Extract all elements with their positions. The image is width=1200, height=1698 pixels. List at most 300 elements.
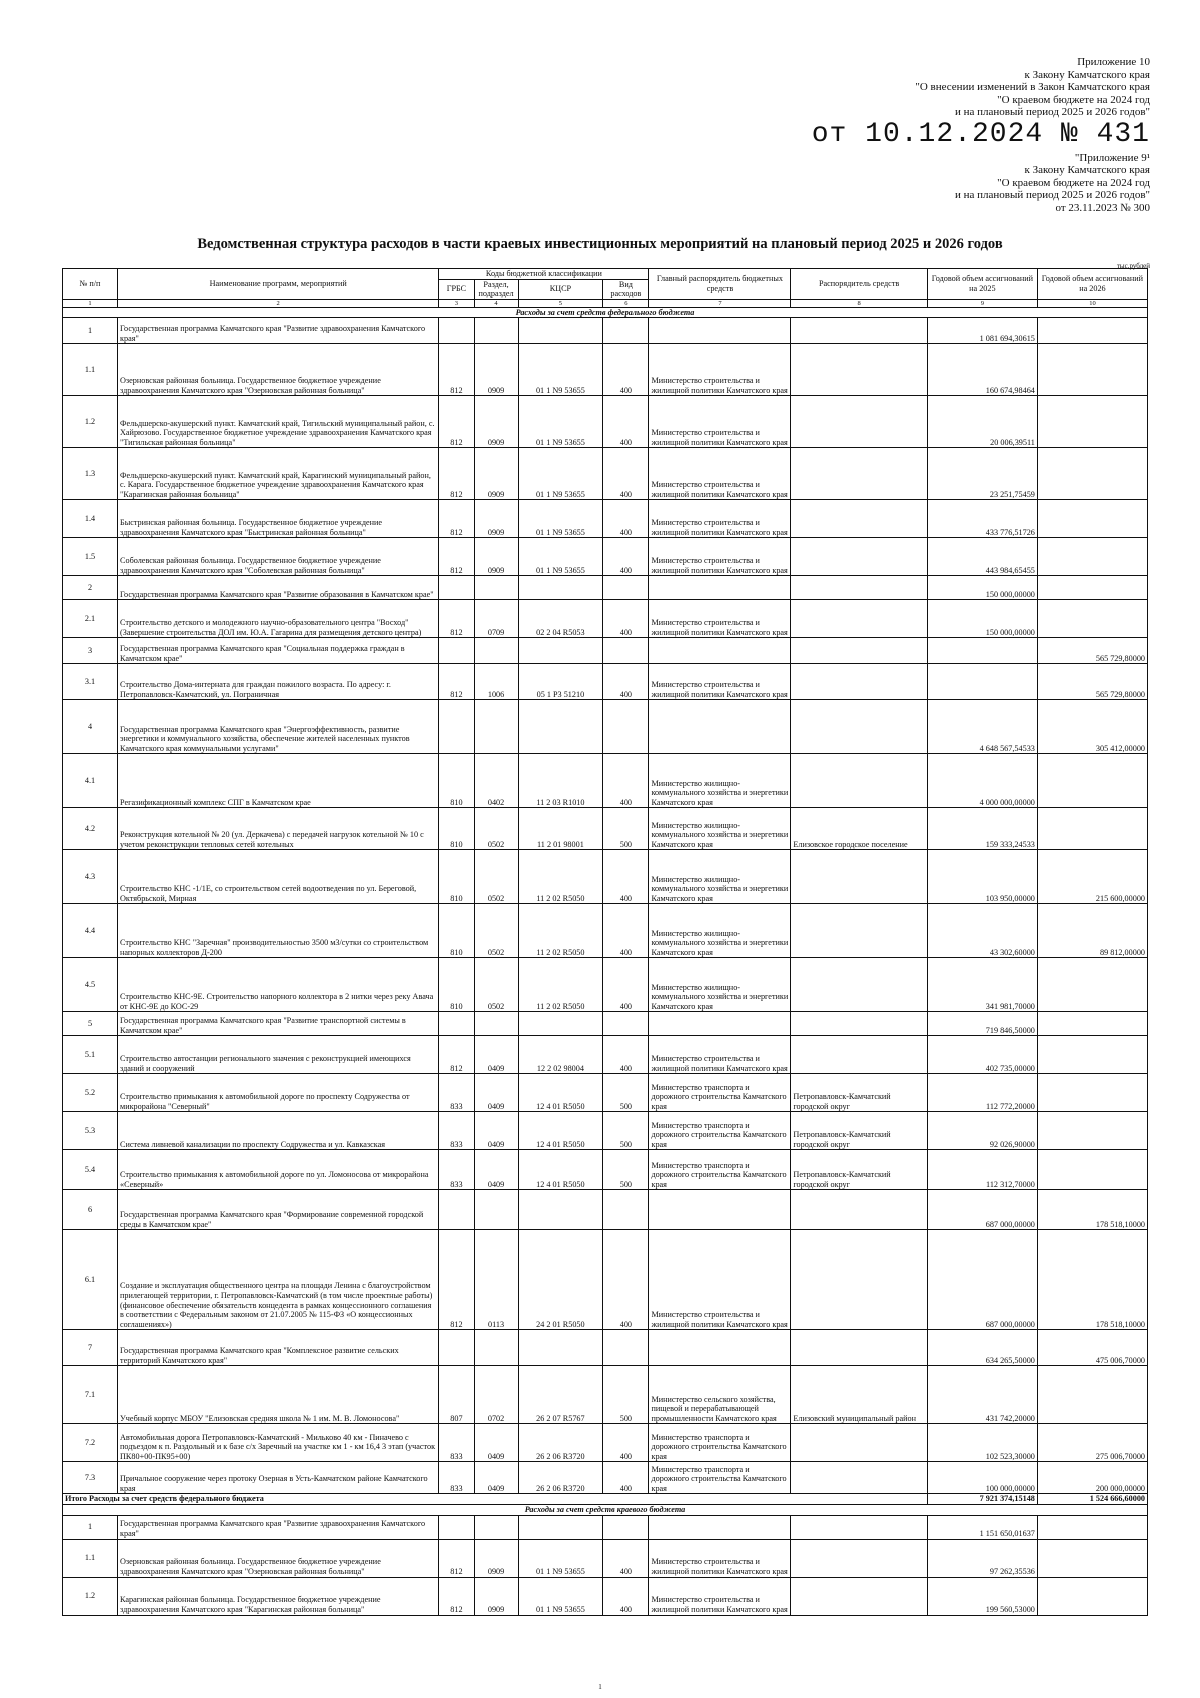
chief-administrator <box>649 318 791 344</box>
grbs-code <box>439 1515 474 1539</box>
header-line: к Закону Камчатского края <box>1024 68 1150 81</box>
row-number: 7.1 <box>63 1366 118 1424</box>
amount-2026 <box>1037 1012 1147 1036</box>
amount-2026: 565 729,80000 <box>1037 638 1147 664</box>
table-row <box>63 904 1148 958</box>
table-row <box>63 538 1148 576</box>
chief-administrator: Министерство строительства и жилищной политики Камчатского края <box>649 344 791 396</box>
amount-2026: 215 600,00000 <box>1037 850 1147 904</box>
amount-2025: 719 846,50000 <box>927 1012 1037 1036</box>
grbs-code <box>439 638 474 664</box>
amount-2026 <box>1037 1577 1147 1615</box>
funds-administrator: Петропавловск-Камчатский городской округ <box>791 1074 927 1112</box>
program-name: Быстринская районная больница. Государственное бюджетное учреждение здравоохранения Камчатского края "Быстринская районная больница" <box>118 500 439 538</box>
section-code: 0909 <box>474 344 518 396</box>
amount-2025: 4 648 567,54533 <box>927 700 1037 754</box>
expense-type: 400 <box>603 448 649 500</box>
table-row <box>63 1150 1148 1190</box>
amount-2026 <box>1037 958 1147 1012</box>
funds-administrator <box>791 396 927 448</box>
row-number: 1.1 <box>63 1539 118 1577</box>
expense-type <box>603 318 649 344</box>
amount-2026 <box>1037 1539 1147 1577</box>
section-code <box>474 1012 518 1036</box>
program-name: Строительство КНС -1/1Е, со строительством сетей водоотведения по ул. Береговой, Октябрьской, Мирная <box>118 850 439 904</box>
program-name: Автомобильная дорога Петропавловск-Камчатский - Мильково 40 км - Пиначево с подъездом к п. Раздольный и к базе с/х Заречный на участке км 1 - км 16,4 3 этап (участок ПК80+00-ПК95+00) <box>118 1424 439 1462</box>
header-line: "О внесении изменений в Закон Камчатского края <box>915 81 1150 93</box>
amount-2025: 199 560,53000 <box>927 1577 1037 1615</box>
section-code: 0502 <box>474 904 518 958</box>
program-name: Фельдшерско-акушерский пункт. Камчатский край, Карагинский муниципальный район, с. Карага. Государственное бюджетное учреждение здравоохранения Камчатского края "Карагинская районная больница" <box>118 448 439 500</box>
row-number: 4.3 <box>63 850 118 904</box>
amount-2026: 178 518,10000 <box>1037 1190 1147 1230</box>
funds-administrator: Елизовское городское поселение <box>791 808 927 850</box>
header-line: и на плановый период 2025 и 2026 годов" <box>954 189 1150 201</box>
kcsr-code: 01 1 N9 53655 <box>518 1577 603 1615</box>
kcsr-code <box>518 1330 603 1366</box>
program-name: Строительство примыкания к автомобильной дороге по проспекту Содружества от микрорайона "Северный" <box>118 1074 439 1112</box>
chief-administrator: Министерство жилищно-коммунального хозяйства и энергетики Камчатского края <box>649 754 791 808</box>
section-code: 0909 <box>474 448 518 500</box>
column-number: 10 <box>1037 299 1147 307</box>
kcsr-code: 12 2 02 98004 <box>518 1036 603 1074</box>
column-number: 4 <box>474 299 518 307</box>
section-code: 0909 <box>474 396 518 448</box>
row-number: 2 <box>63 576 118 600</box>
section-code <box>474 1330 518 1366</box>
table-row <box>63 1515 1148 1539</box>
grbs-code: 833 <box>439 1150 474 1190</box>
row-number: 5.4 <box>63 1150 118 1190</box>
section-code: 0909 <box>474 1577 518 1615</box>
row-number: 4.2 <box>63 808 118 850</box>
chief-administrator <box>649 1515 791 1539</box>
amount-2025 <box>927 664 1037 700</box>
expense-type: 400 <box>603 500 649 538</box>
program-name: Система ливневой канализации по проспекту Содружества и ул. Кавказская <box>118 1112 439 1150</box>
row-number: 5.2 <box>63 1074 118 1112</box>
chief-administrator: Министерство строительства и жилищной политики Камчатского края <box>649 1230 791 1330</box>
grbs-code <box>439 1190 474 1230</box>
column-number: 6 <box>603 299 649 307</box>
funds-administrator <box>791 538 927 576</box>
table-row <box>63 958 1148 1012</box>
funds-administrator <box>791 318 927 344</box>
table-row <box>63 700 1148 754</box>
grbs-code: 807 <box>439 1366 474 1424</box>
section-code: 0409 <box>474 1112 518 1150</box>
chief-administrator <box>649 1190 791 1230</box>
grbs-code: 812 <box>439 1230 474 1330</box>
grbs-code: 833 <box>439 1112 474 1150</box>
grbs-code: 812 <box>439 448 474 500</box>
expense-type: 500 <box>603 1074 649 1112</box>
expense-type: 400 <box>603 600 649 638</box>
row-number: 1.5 <box>63 538 118 576</box>
amount-2025: 687 000,00000 <box>927 1230 1037 1330</box>
amount-2025: 159 333,24533 <box>927 808 1037 850</box>
row-number: 7.3 <box>63 1462 118 1494</box>
section-code: 0409 <box>474 1462 518 1494</box>
program-name: Строительство примыкания к автомобильной дороге по ул. Ломоносова от микрорайона «Северный» <box>118 1150 439 1190</box>
row-number: 1 <box>63 1515 118 1539</box>
section-header-row <box>63 1504 1148 1515</box>
funds-administrator <box>791 1515 927 1539</box>
amount-2025: 97 262,35536 <box>927 1539 1037 1577</box>
table-row <box>63 318 1148 344</box>
program-name: Озерновская районная больница. Государственное бюджетное учреждение здравоохранения Камчатского края "Озерновская районная больница" <box>118 1539 439 1577</box>
kcsr-code <box>518 318 603 344</box>
grbs-code <box>439 318 474 344</box>
expense-type <box>603 700 649 754</box>
amount-2026 <box>1037 1366 1147 1424</box>
grbs-code: 810 <box>439 850 474 904</box>
chief-administrator: Министерство транспорта и дорожного строительства Камчатского края <box>649 1150 791 1190</box>
program-name: Строительство автостанции регионального значения с реконструкцией имеющихся зданий и сооружений <box>118 1036 439 1074</box>
row-number: 1.4 <box>63 500 118 538</box>
amount-2025: 1 151 650,01637 <box>927 1515 1037 1539</box>
section-code: 0909 <box>474 500 518 538</box>
funds-administrator <box>791 1190 927 1230</box>
row-number: 5.3 <box>63 1112 118 1150</box>
chief-administrator: Министерство транспорта и дорожного строительства Камчатского края <box>649 1462 791 1494</box>
program-name: Фельдшерско-акушерский пункт. Камчатский край, Тигильский муниципальный район, с. Хайрюзово. Государственное бюджетное учреждение здравоохранения Камчатского края "Тигильская районная больница" <box>118 396 439 448</box>
expense-type: 400 <box>603 396 649 448</box>
kcsr-code: 01 1 N9 53655 <box>518 1539 603 1577</box>
section-code: 0409 <box>474 1150 518 1190</box>
row-number: 1.3 <box>63 448 118 500</box>
expenditure-table <box>62 268 1148 1616</box>
program-name: Государственная программа Камчатского края "Формирование современной городской среды в Камчатском крае" <box>118 1190 439 1230</box>
program-name: Государственная программа Камчатского края "Социальная поддержка граждан в Камчатском крае" <box>118 638 439 664</box>
kcsr-code: 12 4 01 R5050 <box>518 1112 603 1150</box>
grbs-code: 810 <box>439 958 474 1012</box>
row-number: 5 <box>63 1012 118 1036</box>
kcsr-code <box>518 638 603 664</box>
amount-2026 <box>1037 1112 1147 1150</box>
row-number: 2.1 <box>63 600 118 638</box>
grbs-code: 812 <box>439 500 474 538</box>
amount-2026: 275 006,70000 <box>1037 1424 1147 1462</box>
funds-administrator <box>791 1424 927 1462</box>
kcsr-code: 12 4 01 R5050 <box>518 1074 603 1112</box>
funds-administrator <box>791 1330 927 1366</box>
col-kcsr-header: КЦСР <box>518 279 603 299</box>
section-code <box>474 1190 518 1230</box>
section-title: Расходы за счет средств краевого бюджета <box>63 1504 1148 1515</box>
amount-2026: 305 412,00000 <box>1037 700 1147 754</box>
section-code <box>474 1515 518 1539</box>
program-name: Государственная программа Камчатского края "Развитие транспортной системы в Камчатском крае" <box>118 1012 439 1036</box>
row-number: 4 <box>63 700 118 754</box>
chief-administrator: Министерство строительства и жилищной политики Камчатского края <box>649 1577 791 1615</box>
kcsr-code <box>518 1515 603 1539</box>
kcsr-code <box>518 576 603 600</box>
amount-2025: 102 523,30000 <box>927 1424 1037 1462</box>
row-number: 3.1 <box>63 664 118 700</box>
chief-administrator: Министерство сельского хозяйства, пищевой и перерабатывающей промышленности Камчатского края <box>649 1366 791 1424</box>
section-code <box>474 638 518 664</box>
chief-administrator: Министерство строительства и жилищной политики Камчатского края <box>649 500 791 538</box>
funds-administrator <box>791 1012 927 1036</box>
col-admin-header: Главный распорядитель бюджетных средств <box>649 269 791 300</box>
program-name: Строительство Дома-интерната для граждан пожилого возраста. По адресу: г. Петропавловск-Камчатский, ул. Пограничная <box>118 664 439 700</box>
section-code: 0909 <box>474 538 518 576</box>
header-bottom-lines <box>812 152 1150 215</box>
chief-administrator: Министерство жилищно-коммунального хозяйства и энергетики Камчатского края <box>649 850 791 904</box>
table-row <box>63 1539 1148 1577</box>
program-name: Государственная программа Камчатского края "Энергоэффективность, развитие энергетики и коммунального хозяйства, обеспечение жителей населенных пунктов Камчатского края коммунальными услугами" <box>118 700 439 754</box>
table-row <box>63 1074 1148 1112</box>
kcsr-code: 26 2 06 R3720 <box>518 1424 603 1462</box>
header-line: "О краевом бюджете на 2024 год <box>997 93 1150 106</box>
grbs-code: 812 <box>439 538 474 576</box>
column-number: 7 <box>649 299 791 307</box>
chief-administrator: Министерство строительства и жилищной политики Камчатского края <box>649 448 791 500</box>
chief-administrator: Министерство строительства и жилищной политики Камчатского края <box>649 600 791 638</box>
table-row <box>63 664 1148 700</box>
expense-type: 400 <box>603 538 649 576</box>
order-number: от 10.12.2024 № 431 <box>811 118 1150 150</box>
kcsr-code: 02 2 04 R5053 <box>518 600 603 638</box>
section-code: 0502 <box>474 850 518 904</box>
expense-type <box>603 576 649 600</box>
funds-administrator: Петропавловск-Камчатский городской округ <box>791 1150 927 1190</box>
table-row <box>63 1462 1148 1494</box>
amount-2026 <box>1037 344 1147 396</box>
chief-administrator <box>649 576 791 600</box>
amount-2026 <box>1037 500 1147 538</box>
amount-2026 <box>1037 538 1147 576</box>
row-number: 6 <box>63 1190 118 1230</box>
expense-type <box>603 638 649 664</box>
kcsr-code: 26 2 07 R5767 <box>518 1366 603 1424</box>
amount-2026: 178 518,10000 <box>1037 1230 1147 1330</box>
grbs-code: 812 <box>439 600 474 638</box>
amount-2026: 565 729,80000 <box>1037 664 1147 700</box>
row-number: 7.2 <box>63 1424 118 1462</box>
document-header <box>812 56 1150 214</box>
funds-administrator <box>791 638 927 664</box>
table-row <box>63 448 1148 500</box>
grbs-code: 810 <box>439 754 474 808</box>
section-code <box>474 700 518 754</box>
amount-2026 <box>1037 1515 1147 1539</box>
amount-2026 <box>1037 1036 1147 1074</box>
total-label: Итого Расходы за счет средств федерального бюджета <box>63 1494 928 1505</box>
program-name: Государственная программа Камчатского края "Развитие здравоохранения Камчатского края" <box>118 1515 439 1539</box>
chief-administrator: Министерство строительства и жилищной политики Камчатского края <box>649 538 791 576</box>
program-name: Регазификационный комплекс СПГ в Камчатском крае <box>118 754 439 808</box>
section-code: 0709 <box>474 600 518 638</box>
amount-2025: 634 265,50000 <box>927 1330 1037 1366</box>
kcsr-code: 01 1 N9 53655 <box>518 396 603 448</box>
section-code <box>474 318 518 344</box>
page-number: 1 <box>598 1683 602 1691</box>
table-row <box>63 1577 1148 1615</box>
row-number: 1.2 <box>63 396 118 448</box>
table-row <box>63 344 1148 396</box>
expense-type <box>603 1190 649 1230</box>
col-disp-header: Распорядитель средств <box>791 269 927 300</box>
chief-administrator: Министерство строительства и жилищной политики Камчатского края <box>649 396 791 448</box>
chief-administrator: Министерство строительства и жилищной политики Камчатского края <box>649 1036 791 1074</box>
funds-administrator <box>791 576 927 600</box>
section-code: 0409 <box>474 1074 518 1112</box>
expense-type <box>603 1330 649 1366</box>
kcsr-code: 26 2 06 R3720 <box>518 1462 603 1494</box>
program-name: Причальное сооружение через протоку Озерная в Усть-Камчатском районе Камчатского края <box>118 1462 439 1494</box>
funds-administrator <box>791 500 927 538</box>
chief-administrator <box>649 1330 791 1366</box>
kcsr-code: 05 1 P3 51210 <box>518 664 603 700</box>
amount-2025: 160 674,98464 <box>927 344 1037 396</box>
program-name: Государственная программа Камчатского края "Развитие образования в Камчатском крае" <box>118 576 439 600</box>
expense-type: 400 <box>603 344 649 396</box>
program-name: Строительство КНС "Заречная" производительностью 3500 м3/сутки со строительством напорных коллекторов Д-200 <box>118 904 439 958</box>
funds-administrator <box>791 700 927 754</box>
chief-administrator: Министерство строительства и жилищной политики Камчатского края <box>649 1539 791 1577</box>
header-line: и на плановый период 2025 и 2026 годов" <box>954 106 1150 118</box>
col-name-header: Наименование программ, мероприятий <box>118 269 439 300</box>
row-number: 3 <box>63 638 118 664</box>
amount-2025: 4 000 000,00000 <box>927 754 1037 808</box>
col-2026-header: Годовой объем ассигнований на 2026 <box>1037 269 1147 300</box>
row-number: 1.1 <box>63 344 118 396</box>
table-row <box>63 1112 1148 1150</box>
funds-administrator <box>791 1462 927 1494</box>
header-line: к Закону Камчатского края <box>1024 164 1150 176</box>
table-body <box>63 307 1148 1615</box>
program-name: Строительство КНС-9Е. Строительство напорного коллектора в 2 нитки через реку Авача от КНС-9Е до КОС-29 <box>118 958 439 1012</box>
funds-administrator <box>791 1230 927 1330</box>
funds-administrator <box>791 904 927 958</box>
grbs-code <box>439 700 474 754</box>
kcsr-code: 11 2 02 R5050 <box>518 958 603 1012</box>
col-2025-header: Годовой объем ассигнований на 2025 <box>927 269 1037 300</box>
amount-2025: 43 302,60000 <box>927 904 1037 958</box>
expense-type: 400 <box>603 958 649 1012</box>
kcsr-code: 11 2 03 R1010 <box>518 754 603 808</box>
column-number: 9 <box>927 299 1037 307</box>
expense-type: 400 <box>603 1462 649 1494</box>
expense-type: 400 <box>603 1539 649 1577</box>
row-number: 1.2 <box>63 1577 118 1615</box>
amount-2025: 150 000,00000 <box>927 600 1037 638</box>
table-row <box>63 576 1148 600</box>
col-num-header: № п/п <box>63 269 118 300</box>
section-code: 0502 <box>474 808 518 850</box>
amount-2026: 89 812,00000 <box>1037 904 1147 958</box>
amount-2025: 92 026,90000 <box>927 1112 1037 1150</box>
chief-administrator: Министерство строительства и жилищной политики Камчатского края <box>649 664 791 700</box>
header-line: "О краевом бюджете на 2024 год <box>997 176 1150 189</box>
kcsr-code: 01 1 N9 53655 <box>518 538 603 576</box>
amount-2025: 687 000,00000 <box>927 1190 1037 1230</box>
amount-2026 <box>1037 1074 1147 1112</box>
section-title: Расходы за счет средств федерального бюджета <box>63 307 1148 318</box>
amount-2025: 1 081 694,30615 <box>927 318 1037 344</box>
funds-administrator: Петропавловск-Камчатский городской округ <box>791 1112 927 1150</box>
program-name: Учебный корпус МБОУ "Елизовская средняя школа № 1 им. М. В. Ломоносова" <box>118 1366 439 1424</box>
chief-administrator <box>649 638 791 664</box>
total-2026: 1 524 666,60000 <box>1037 1494 1147 1505</box>
program-name: Государственная программа Камчатского края "Развитие здравоохранения Камчатского края" <box>118 318 439 344</box>
chief-administrator: Министерство транспорта и дорожного строительства Камчатского края <box>649 1424 791 1462</box>
expense-type: 400 <box>603 1230 649 1330</box>
expense-type: 500 <box>603 808 649 850</box>
grbs-code: 812 <box>439 664 474 700</box>
expense-type: 500 <box>603 1150 649 1190</box>
column-number: 3 <box>439 299 474 307</box>
section-code: 0409 <box>474 1424 518 1462</box>
unit-label: тыс.рублей <box>1116 262 1150 270</box>
amount-2026: 200 000,00000 <box>1037 1462 1147 1494</box>
funds-administrator: Елизовский муниципальный район <box>791 1366 927 1424</box>
row-number: 5.1 <box>63 1036 118 1074</box>
amount-2026: 475 006,70000 <box>1037 1330 1147 1366</box>
table-row <box>63 1012 1148 1036</box>
total-row <box>63 1494 1148 1505</box>
program-name: Реконструкция котельной № 20 (ул. Деркачева) с передачей нагрузок котельной № 10 с учетом реконструкции тепловых сетей котельных <box>118 808 439 850</box>
header-line: от 23.11.2023 № 300 <box>1055 201 1150 214</box>
kcsr-code: 11 2 02 R5050 <box>518 904 603 958</box>
chief-administrator: Министерство транспорта и дорожного строительства Камчатского края <box>649 1074 791 1112</box>
funds-administrator <box>791 344 927 396</box>
expense-type <box>603 1012 649 1036</box>
amount-2026 <box>1037 808 1147 850</box>
expense-type: 500 <box>603 1366 649 1424</box>
grbs-code: 833 <box>439 1424 474 1462</box>
amount-2026 <box>1037 576 1147 600</box>
total-2025: 7 921 374,15148 <box>927 1494 1037 1505</box>
chief-administrator: Министерство транспорта и дорожного строительства Камчатского края <box>649 1112 791 1150</box>
table-row <box>63 1230 1148 1330</box>
table-row <box>63 500 1148 538</box>
kcsr-code <box>518 700 603 754</box>
funds-administrator <box>791 1577 927 1615</box>
header-top-lines <box>812 56 1150 119</box>
column-number: 1 <box>63 299 118 307</box>
amount-2025: 20 006,39511 <box>927 396 1037 448</box>
funds-administrator <box>791 600 927 638</box>
col-grbs-header: ГРБС <box>439 279 474 299</box>
amount-2025: 150 000,00000 <box>927 576 1037 600</box>
column-number: 2 <box>118 299 439 307</box>
grbs-code: 812 <box>439 1036 474 1074</box>
row-number: 7 <box>63 1330 118 1366</box>
kcsr-code: 01 1 N9 53655 <box>518 448 603 500</box>
kcsr-code: 01 1 N9 53655 <box>518 500 603 538</box>
amount-2026 <box>1037 318 1147 344</box>
column-numbers-row <box>63 299 1148 307</box>
col-codes-header: Коды бюджетной классификации <box>439 269 649 280</box>
table-row <box>63 754 1148 808</box>
amount-2026 <box>1037 1150 1147 1190</box>
table-row <box>63 808 1148 850</box>
funds-administrator <box>791 1539 927 1577</box>
grbs-code <box>439 576 474 600</box>
row-number: 1 <box>63 318 118 344</box>
grbs-code: 812 <box>439 1539 474 1577</box>
expense-type: 400 <box>603 1577 649 1615</box>
amount-2025: 433 776,51726 <box>927 500 1037 538</box>
section-code: 0113 <box>474 1230 518 1330</box>
grbs-code <box>439 1012 474 1036</box>
amount-2026 <box>1037 448 1147 500</box>
kcsr-code <box>518 1190 603 1230</box>
funds-administrator <box>791 850 927 904</box>
